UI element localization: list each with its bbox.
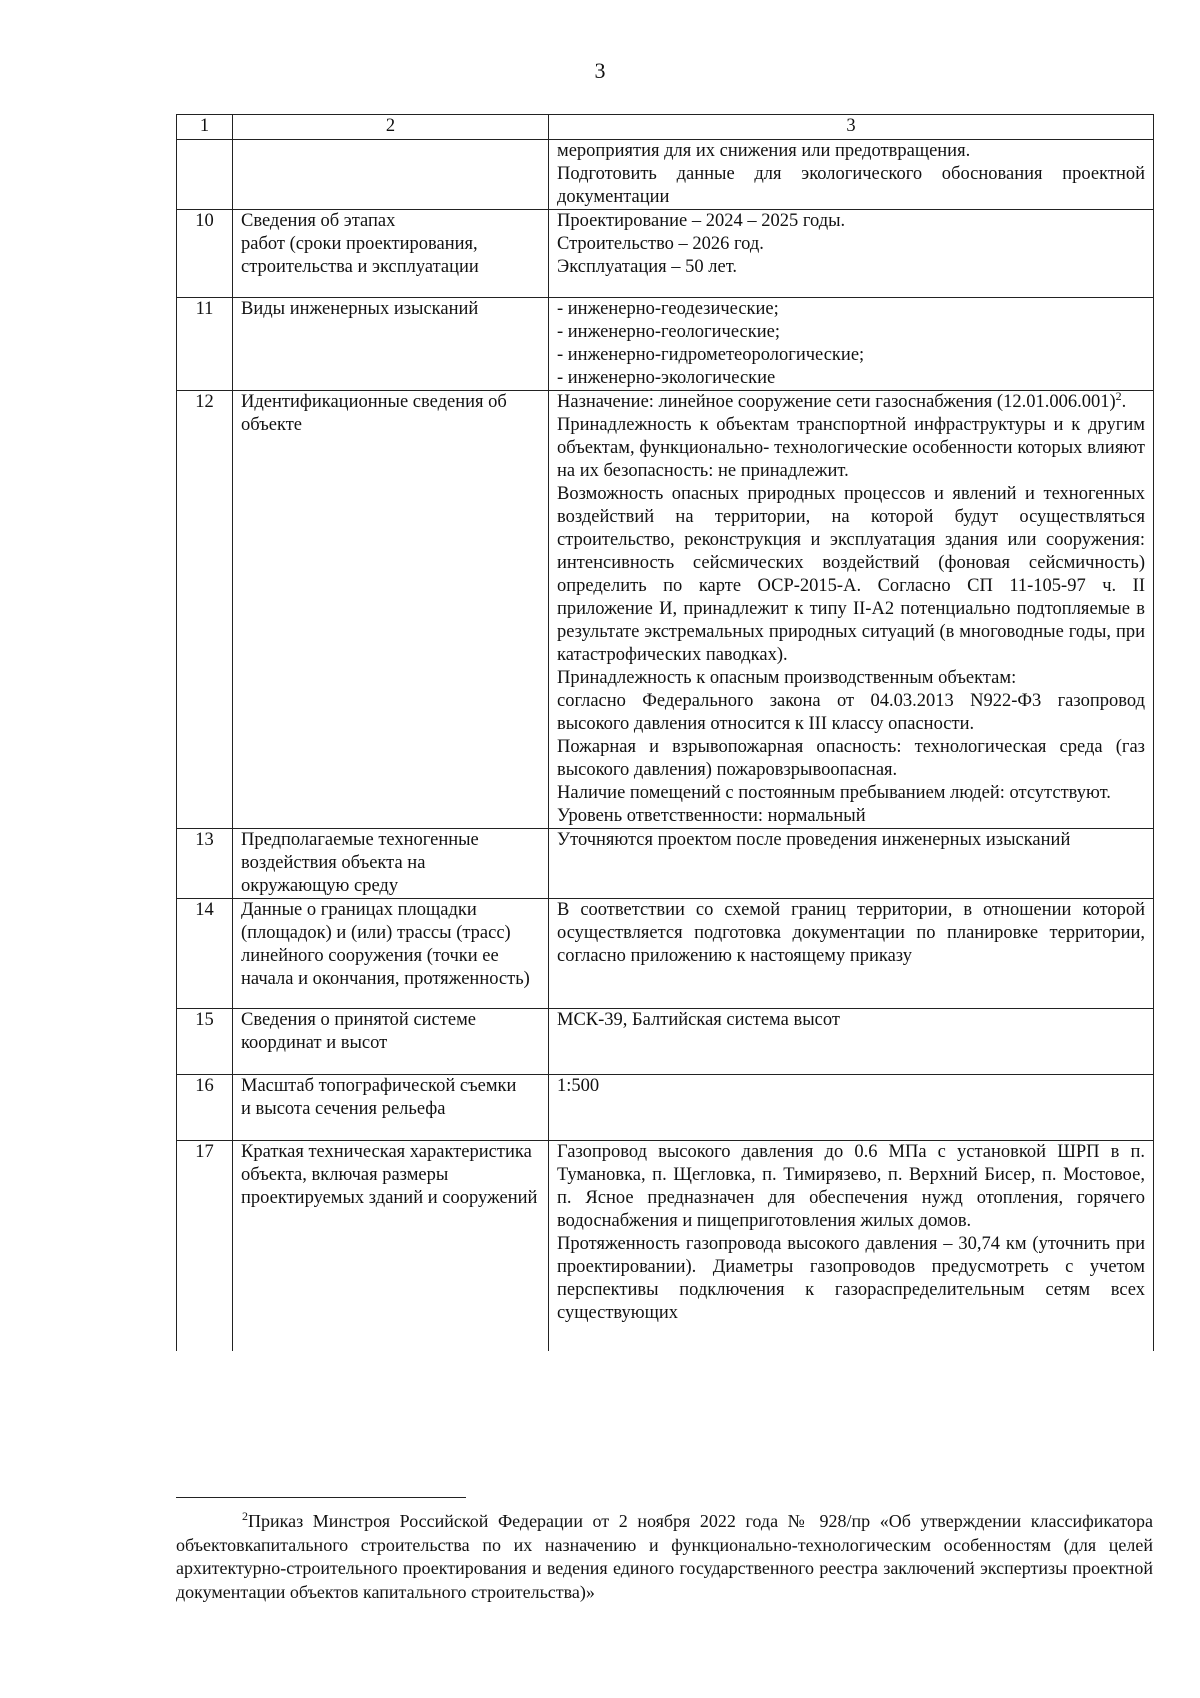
footnote-separator [176,1497,466,1498]
header-cell: 3 [549,115,1154,140]
content-line: согласно Федерального закона от 04.03.2013 N922-Ф3 газопровод высокого давления относится к III классу опасности. [557,691,1145,734]
header-cell: 1 [177,115,233,140]
content-line: 1:500 [557,1076,600,1096]
content-line: Наличие помещений с постоянным пребыванием людей: отсутствуют. [557,783,1111,803]
description-line: Идентификационные сведения об объекте [241,392,507,435]
row-number: 15 [177,1009,233,1075]
row-number: 16 [177,1075,233,1141]
table-row [177,1009,1154,1075]
header-cell: 2 [233,115,549,140]
footnote-text: Приказ Минстроя Российской Федерации от 2 ноября 2022 года № 928/пр «Об утверждении классификатора объектовкапитального строительства по их назначению и функционально-технологическим особенностям (для целей архитектурно-строительного проектирования и ведения единого государственного реестра заключений экспертизы проектной документации объектов капитального строительства)» [176,1511,1153,1602]
table-row [177,298,1154,391]
table-row [177,829,1154,899]
content-line: Уровень ответственности: нормальный [557,806,866,826]
row-content [549,1141,1154,1351]
row-number: 11 [177,298,233,391]
table-row [177,210,1154,298]
row-description [233,391,549,829]
row-number: 14 [177,899,233,1009]
row-content [549,899,1154,1009]
table-row [177,1075,1154,1141]
content-line: Пожарная и взрывопожарная опасность: технологическая среда (газ высокого давления) пожаровзрывоопасная. [557,737,1145,780]
description-line: Масштаб топографической съемки и высота сечения рельефа [241,1076,517,1119]
row-number: 12 [177,391,233,829]
content-line: Газопровод высокого давления до 0.6 МПа с установкой ШРП в п. Тумановка, п. Щегловка, п. Тимирязево, п. Верхний Бисер, п. Мостовое, п. Ясное предназначен для обеспечения нужд отопления, горячего водоснабжения и пищеприготовления жилых домов. [557,1142,1145,1231]
page-number: 3 [594,58,606,83]
table-header-row [177,115,1154,140]
requirements-table [176,114,1154,1351]
row-description [233,1075,549,1141]
content-line: В соответствии со схемой границ территории, в отношении которой осуществляется подготовка документации по планировке территории, согласно приложению к настоящему приказу [557,900,1145,966]
row-number: 13 [177,829,233,899]
content-line: Строительство – 2026 год. [557,234,764,254]
row-content [549,210,1154,298]
description-line: Данные о границах площадки (площадок) и (или) трассы (трасс) линейного сооружения (точки ее начала и окончания, протяженность) [241,900,530,989]
row-description [233,829,549,899]
content-line: Эксплуатация – 50 лет. [557,257,738,277]
purpose-tail: . [1121,392,1127,412]
row-description [233,140,549,210]
row-number: 17 [177,1141,233,1351]
row-description [233,1009,549,1075]
content-line: Возможность опасных природных процессов и явлений и техногенных воздействий на территории, на которой будут осуществляться строительство, реконструкция и эксплуатация здания или сооружения: интенсивность сейсмических воздействий (фоновая сейсмичность) определить по карте ОСР-2015-А. Согласно СП 11-105-97 ч. II приложение И, принадлежит к типу II-А2 потенциально подтопляемые в результате экстремальных природных ситуаций (в многоводные годы, при катастрофических паводках). [557,484,1145,665]
row-content [549,298,1154,391]
content-line: МСК-39, Балтийская система высот [557,1010,840,1030]
content-line [557,388,1145,414]
row-description [233,298,549,391]
content-line: - инженерно-геодезические; [557,299,779,319]
content-line: - инженерно-геологические; [557,322,780,342]
description-line: Сведения о принятой системе координат и высот [241,1010,476,1053]
description-line: Краткая техническая характеристика объекта, включая размеры проектируемых зданий и сооружений [241,1142,538,1208]
content-line: - инженерно-экологические [557,368,776,388]
table-row [177,1141,1154,1351]
row-number [177,140,233,210]
row-content [549,1075,1154,1141]
content-line: Принадлежность к опасным производственным объектам: [557,668,1017,688]
description-line: Виды инженерных изысканий [241,299,479,319]
row-description [233,1141,549,1351]
content-line: мероприятия для их снижения или предотвращения. [557,141,971,161]
content-line: Подготовить данные для экологического обоснования проектной документации [557,164,1145,207]
row-content [549,829,1154,899]
description-line: Сведения об этапах [241,211,396,231]
row-content [549,140,1154,210]
footnote-marker: 2 [242,1509,248,1523]
content-line: Уточняются проектом после проведения инженерных изысканий [557,830,1071,850]
description-line: работ (сроки проектирования, строительства и эксплуатации [241,234,479,277]
purpose-text: Назначение: линейное сооружение сети газоснабжения (12.01.006.001) [557,392,1116,412]
row-description [233,210,549,298]
row-content [549,388,1154,829]
content-line: Проектирование – 2024 – 2025 годы. [557,211,846,231]
footnote-ref: 2 [1115,388,1122,403]
footnote [176,1510,1153,1604]
table-row-continuation [177,140,1154,210]
description-line: Предполагаемые техногенные воздействия объекта на окружающую среду [241,830,479,896]
content-line: Протяженность газопровода высокого давления – 30,74 км (уточнить при проектировании). Диаметры газопроводов предусмотреть с учетом перспективы подключения к газораспределительным сетям всех существующих [557,1234,1145,1323]
row-number: 10 [177,210,233,298]
row-content [549,1009,1154,1075]
table-row [177,899,1154,1009]
row-description [233,899,549,1009]
table-row [177,391,1154,829]
content-line: - инженерно-гидрометеорологические; [557,345,865,365]
content-line: Принадлежность к объектам транспортной инфраструктуры и к другим объектам, функционально- технологические особенности которых влияют на их безопасность: не принадлежит. [557,415,1145,481]
